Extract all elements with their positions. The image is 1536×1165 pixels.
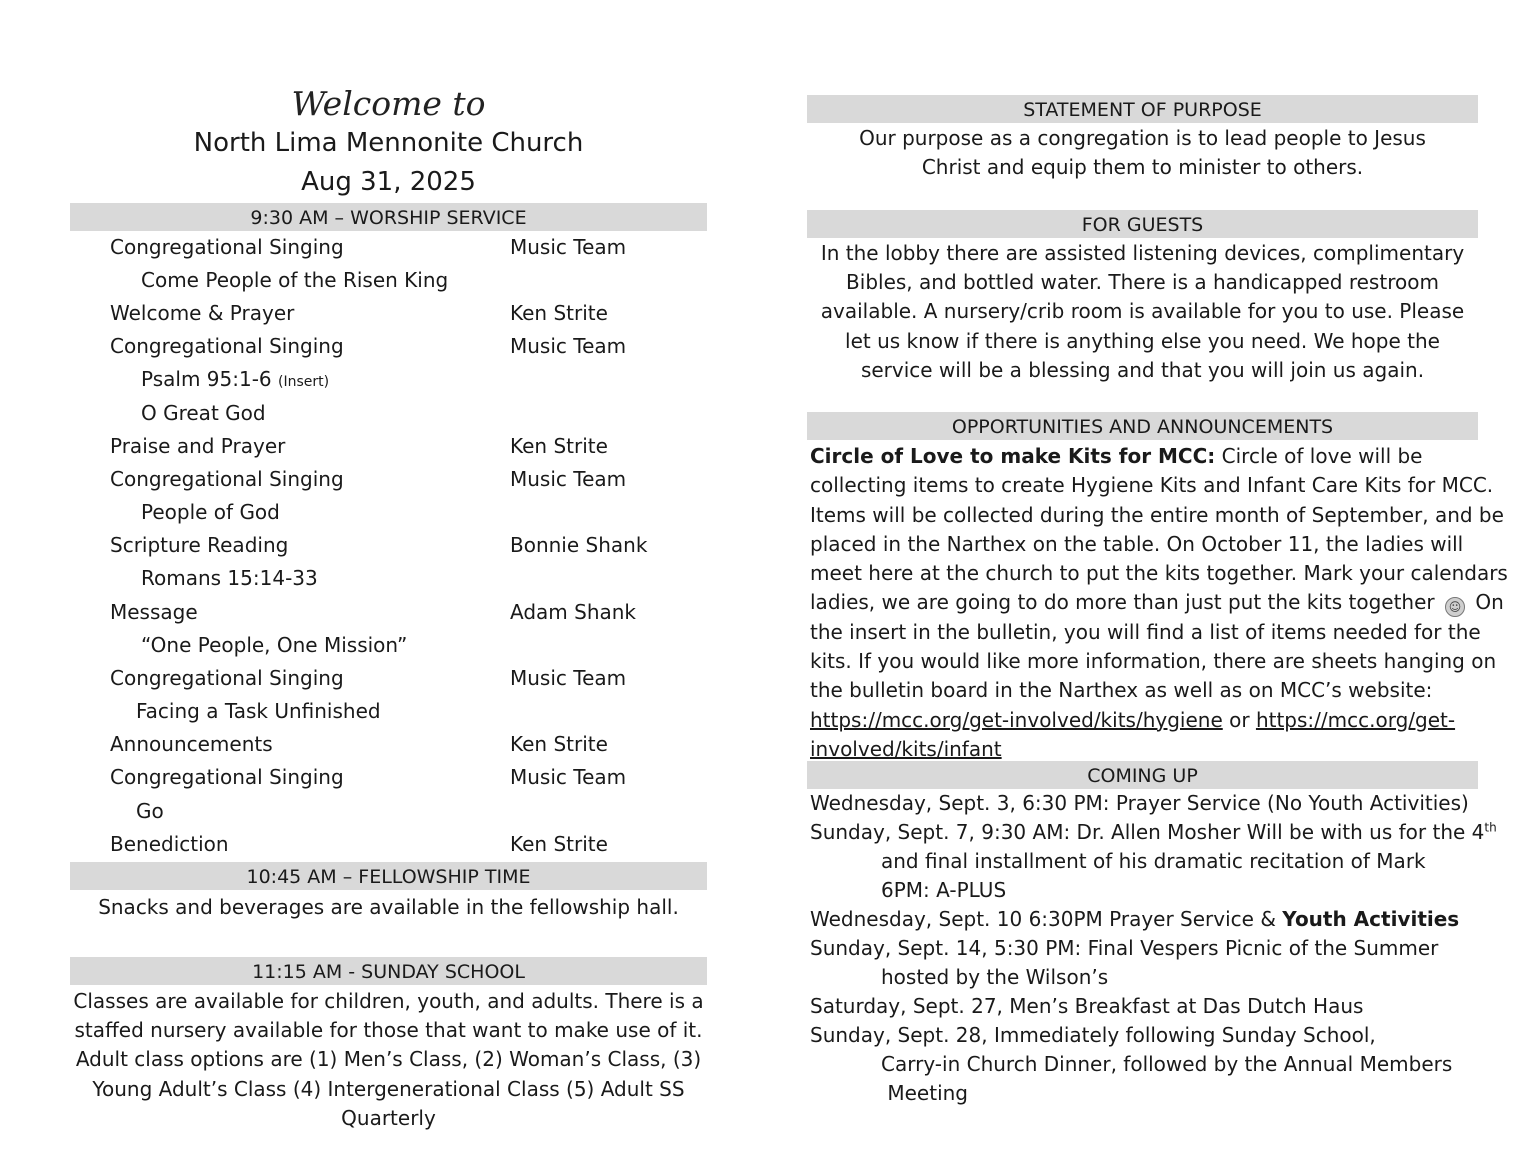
sunday-school-line: Classes are available for children, youth, and adults. There is a <box>73 989 704 1013</box>
order-item-detail: Go <box>136 799 164 823</box>
event-line: Sunday, Sept. 28, Immediately following Sunday School, <box>810 1023 1376 1047</box>
order-item-detail: Romans 15:14-33 <box>141 566 318 590</box>
order-item-leader: Ken Strite <box>510 301 608 325</box>
order-item-part: Message <box>110 600 198 624</box>
coming-up-heading: COMING UP <box>807 761 1478 789</box>
purpose-line: Our purpose as a congregation is to lead people to Jesus <box>859 126 1426 150</box>
event-line: Sunday, Sept. 14, 5:30 PM: Final Vespers Picnic of the Summer <box>810 936 1439 960</box>
sunday-school-heading: 11:15 AM - SUNDAY SCHOOL <box>70 957 707 985</box>
event-line <box>810 907 1459 931</box>
event-line: Carry-in Church Dinner, followed by the Annual Members <box>881 1052 1453 1076</box>
event-line: Saturday, Sept. 27, Men’s Breakfast at Das Dutch Haus <box>810 994 1364 1018</box>
event-text: Wednesday, Sept. 10 6:30PM Prayer Service & <box>810 907 1283 931</box>
sunday-school-line: Quarterly <box>341 1105 436 1130</box>
order-item-part: Praise and Prayer <box>110 434 286 458</box>
hygiene-kit-link[interactable]: https://mcc.org/get-involved/kits/hygiene <box>810 707 1223 732</box>
order-item-leader: Music Team <box>510 467 627 491</box>
announcements-heading: OPPORTUNITIES AND ANNOUNCEMENTS <box>807 412 1478 440</box>
order-item-detail <box>141 367 329 391</box>
event-bold-text: Youth Activities <box>1282 907 1460 931</box>
sunday-school-line: Adult class options are (1) Men’s Class, (2) Woman’s Class, (3) <box>75 1047 702 1072</box>
event-line <box>810 820 1497 844</box>
order-item-leader: Music Team <box>510 334 627 358</box>
order-item-part: Welcome & Prayer <box>110 301 295 325</box>
order-item-detail: Come People of the Risen King <box>141 268 449 292</box>
event-line: hosted by the Wilson’s <box>881 965 1109 989</box>
guests-text <box>805 239 1480 385</box>
infant-kit-link[interactable]: https://mcc.org/get-involved/kits/infant <box>810 707 1456 761</box>
announcement-body-cont: On the insert in the bulletin, you will find a list of items needed for the kits. If you would like more information, there are sheets hanging on the bulletin board in the Narthex as well as on MCC’s website: <box>810 590 1504 703</box>
guests-line: available. A nursery/crib room is available for you to use. Please <box>820 299 1465 324</box>
guests-line: service will be a blessing and that you will join us again. <box>860 357 1425 382</box>
event-line: 6PM: A-PLUS <box>881 878 1007 902</box>
fellowship-text: Snacks and beverages are available in the fellowship hall. <box>98 895 679 919</box>
announcement-title: Circle of Love to make Kits for MCC: <box>810 444 1216 468</box>
event-line: Meeting <box>881 1081 968 1105</box>
insert-note: (Insert) <box>278 374 330 390</box>
order-item-leader: Bonnie Shank <box>510 533 648 557</box>
announcements-text <box>810 442 1510 764</box>
event-line: Wednesday, Sept. 3, 6:30 PM: Prayer Service (No Youth Activities) <box>810 791 1469 815</box>
order-item-part: Scripture Reading <box>110 533 289 557</box>
event-line: and final installment of his dramatic recitation of Mark <box>881 849 1426 873</box>
order-item-detail: O Great God <box>141 401 266 425</box>
order-item-leader: Music Team <box>510 666 627 690</box>
order-item-leader: Ken Strite <box>510 434 608 458</box>
order-item-part: Congregational Singing <box>110 666 344 690</box>
order-item-detail: Facing a Task Unfinished <box>136 699 381 723</box>
sunday-school-text <box>70 987 707 1133</box>
sunday-school-line: Young Adult’s Class (4) Intergenerational Class (5) Adult SS <box>92 1076 685 1101</box>
church-name: North Lima Mennonite Church <box>193 128 584 158</box>
purpose-line: Christ and equip them to minister to others. <box>921 155 1364 180</box>
order-item-part: Congregational Singing <box>110 235 344 259</box>
service-date: Aug 31, 2025 <box>301 167 476 197</box>
order-item-part: Benediction <box>110 832 229 856</box>
order-item-part: Congregational Singing <box>110 467 344 491</box>
order-item-detail-text: Psalm 95:1-6 <box>141 367 272 391</box>
order-item-detail: People of God <box>141 500 280 524</box>
order-item-leader: Music Team <box>510 235 627 259</box>
welcome-heading: Welcome to <box>291 84 486 123</box>
link-joiner: or <box>1222 707 1256 732</box>
order-item-part: Congregational Singing <box>110 765 344 789</box>
sunday-school-line: staffed nursery available for those that want to make use of it. <box>74 1018 703 1043</box>
fellowship-heading: 10:45 AM – FELLOWSHIP TIME <box>70 862 707 890</box>
order-item-leader: Adam Shank <box>510 600 637 624</box>
guests-line: Bibles, and bottled water. There is a handicapped restroom <box>846 270 1439 295</box>
order-item-part: Announcements <box>110 732 273 756</box>
purpose-text <box>805 124 1480 182</box>
event-text: Sunday, Sept. 7, 9:30 AM: Dr. Allen Mosher Will be with us for the 4 <box>810 820 1485 844</box>
order-item-part: Congregational Singing <box>110 334 344 358</box>
wink-smiley-icon: ☺ <box>1445 597 1465 617</box>
guests-heading: FOR GUESTS <box>807 210 1478 238</box>
announcement-body: Circle of love will be collecting items to create Hygiene Kits and Infant Care Kits for MCC. Items will be collected during the entire month of September, and be placed in the Narthex on the table. On October 11, the ladies will meet here at the church to put the kits together. Mark your calendars ladies, we are going to do more than just put the kits together <box>810 444 1508 615</box>
order-item-leader: Music Team <box>510 765 627 789</box>
order-item-detail: “One People, One Mission” <box>141 633 408 657</box>
guests-line: let us know if there is anything else you need. We hope the <box>845 328 1440 353</box>
ordinal-suffix: th <box>1484 820 1497 835</box>
order-item-leader: Ken Strite <box>510 732 608 756</box>
order-item-leader: Ken Strite <box>510 832 608 856</box>
purpose-heading: STATEMENT OF PURPOSE <box>807 95 1478 123</box>
worship-service-heading: 9:30 AM – WORSHIP SERVICE <box>70 203 707 231</box>
guests-line: In the lobby there are assisted listening devices, complimentary <box>820 241 1465 265</box>
